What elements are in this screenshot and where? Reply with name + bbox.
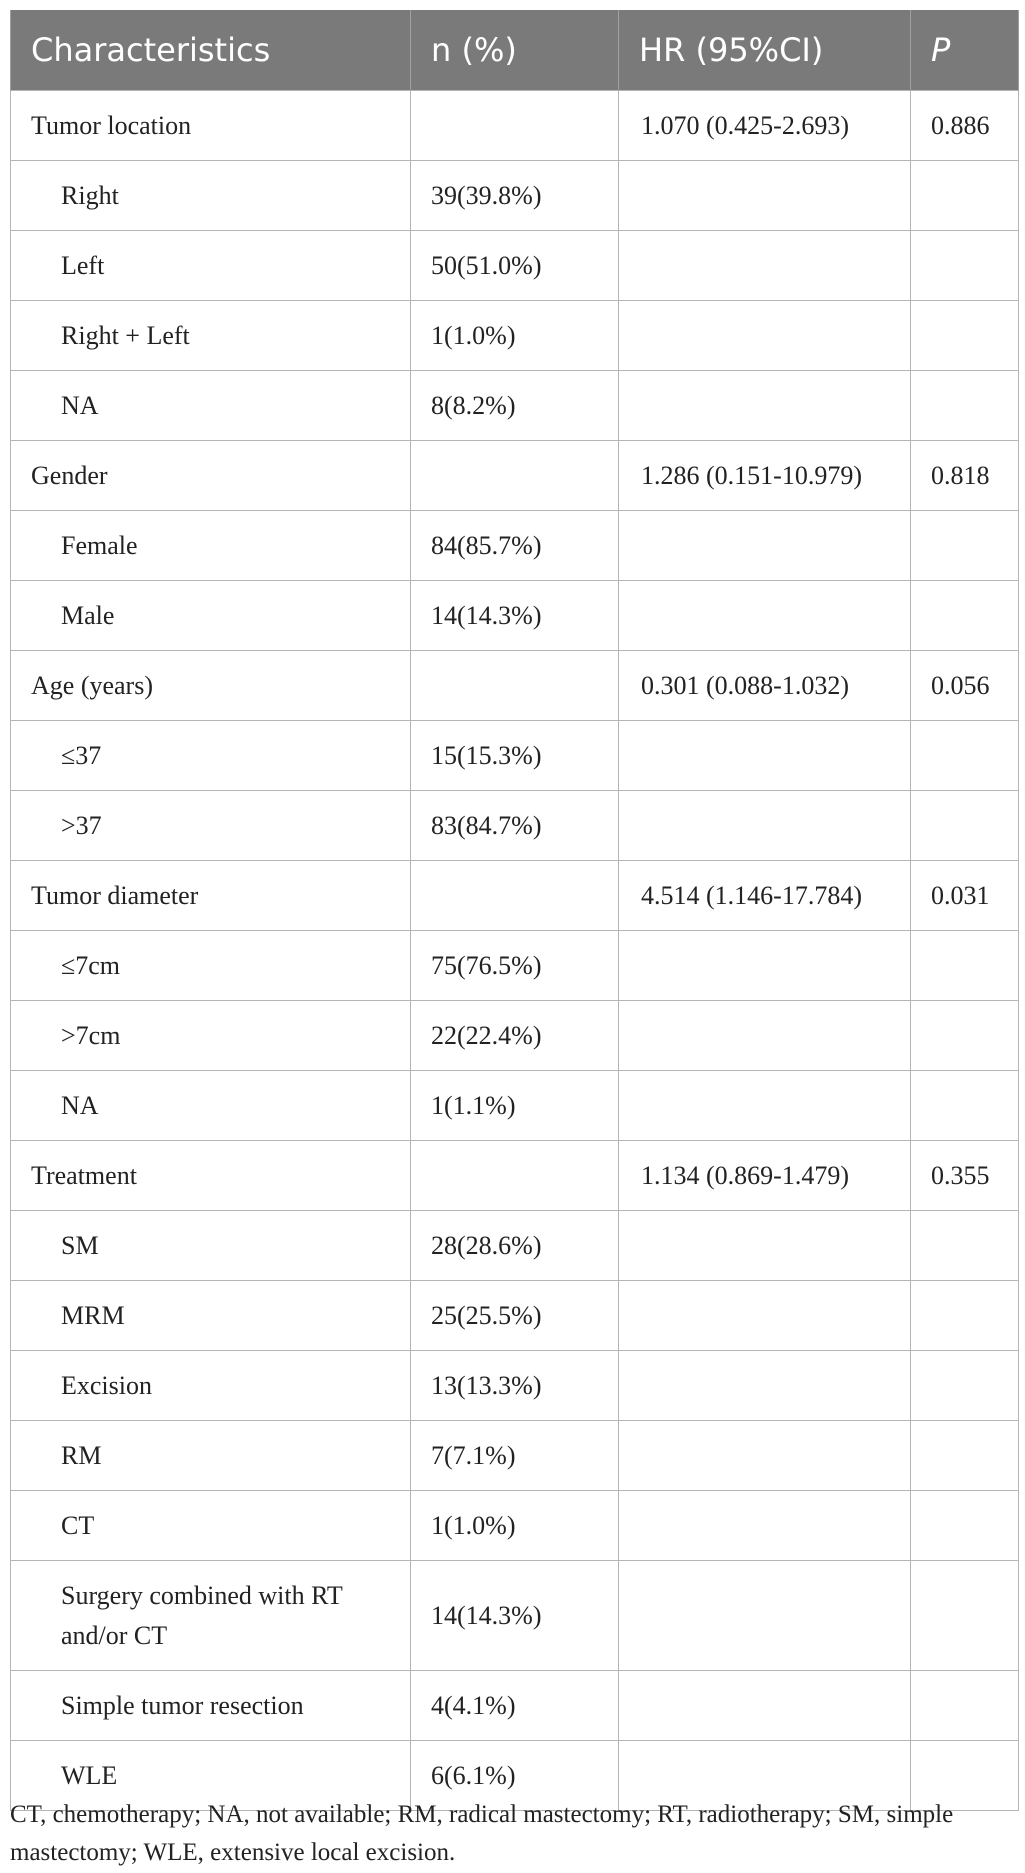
p-value-cell: 0.355 — [911, 1141, 1019, 1211]
table-row — [11, 1671, 1019, 1741]
n-percent-cell: 28(28.6%) — [411, 1211, 619, 1281]
characteristic-cell: NA — [11, 1071, 411, 1141]
table-row — [11, 1351, 1019, 1421]
characteristic-cell: Right — [11, 161, 411, 231]
p-value-cell — [911, 1281, 1019, 1351]
header-n-percent: n (%) — [411, 10, 619, 91]
hr-ci-cell — [619, 1671, 911, 1741]
hr-ci-cell — [619, 1491, 911, 1561]
n-percent-cell — [411, 651, 619, 721]
table-row — [11, 161, 1019, 231]
characteristic-cell: RM — [11, 1421, 411, 1491]
p-value-cell — [911, 581, 1019, 651]
p-value-cell — [911, 721, 1019, 791]
p-value-cell — [911, 1351, 1019, 1421]
n-percent-cell: 84(85.7%) — [411, 511, 619, 581]
n-percent-cell: 50(51.0%) — [411, 231, 619, 301]
p-value-cell — [911, 791, 1019, 861]
table-row — [11, 91, 1019, 161]
p-value-cell — [911, 1491, 1019, 1561]
hr-ci-cell: 1.286 (0.151-10.979) — [619, 441, 911, 511]
hr-ci-cell — [619, 511, 911, 581]
table-row — [11, 371, 1019, 441]
header-characteristics: Characteristics — [11, 10, 411, 91]
table-row — [11, 1141, 1019, 1211]
characteristic-cell: Surgery combined with RT and/or CT — [11, 1561, 411, 1671]
p-value-cell: 0.818 — [911, 441, 1019, 511]
characteristic-cell: Tumor diameter — [11, 861, 411, 931]
n-percent-cell — [411, 861, 619, 931]
hr-ci-cell — [619, 931, 911, 1001]
n-percent-cell: 22(22.4%) — [411, 1001, 619, 1071]
characteristic-cell: >37 — [11, 791, 411, 861]
n-percent-cell: 14(14.3%) — [411, 1561, 619, 1671]
table-footnote: CT, chemotherapy; NA, not available; RM, radical mastectomy; RT, radiotherapy; SM, simple mastectomy; WLE, extensive local excision. — [10, 1801, 954, 1866]
hr-ci-cell: 0.301 (0.088-1.032) — [619, 651, 911, 721]
characteristic-cell: WLE — [11, 1741, 411, 1811]
n-percent-cell: 25(25.5%) — [411, 1281, 619, 1351]
characteristic-cell: Male — [11, 581, 411, 651]
table-row — [11, 1001, 1019, 1071]
characteristic-cell: Treatment — [11, 1141, 411, 1211]
table-header-row — [11, 10, 1019, 91]
hr-ci-cell — [619, 1421, 911, 1491]
hr-ci-cell — [619, 1281, 911, 1351]
p-value-cell — [911, 1071, 1019, 1141]
p-value-cell — [911, 161, 1019, 231]
n-percent-cell: 83(84.7%) — [411, 791, 619, 861]
n-percent-cell: 1(1.0%) — [411, 301, 619, 371]
table-row — [11, 651, 1019, 721]
hr-ci-cell — [619, 1071, 911, 1141]
p-value-cell: 0.031 — [911, 861, 1019, 931]
p-value-cell — [911, 231, 1019, 301]
table-row — [11, 511, 1019, 581]
p-value-cell — [911, 931, 1019, 1001]
n-percent-cell — [411, 1141, 619, 1211]
characteristic-cell: MRM — [11, 1281, 411, 1351]
header-p-value: P — [911, 10, 1019, 91]
n-percent-cell: 6(6.1%) — [411, 1741, 619, 1811]
n-percent-cell: 1(1.0%) — [411, 1491, 619, 1561]
table-row — [11, 1421, 1019, 1491]
hr-ci-cell — [619, 581, 911, 651]
n-percent-cell: 14(14.3%) — [411, 581, 619, 651]
characteristic-cell: Tumor location — [11, 91, 411, 161]
table-row — [11, 931, 1019, 1001]
hr-ci-cell: 4.514 (1.146-17.784) — [619, 861, 911, 931]
table-row — [11, 301, 1019, 371]
hr-ci-cell: 1.134 (0.869-1.479) — [619, 1141, 911, 1211]
table-row — [11, 861, 1019, 931]
characteristic-cell: >7cm — [11, 1001, 411, 1071]
hr-ci-cell — [619, 1351, 911, 1421]
hr-ci-cell — [619, 791, 911, 861]
hr-ci-cell — [619, 721, 911, 791]
table-row — [11, 1281, 1019, 1351]
characteristic-cell: Age (years) — [11, 651, 411, 721]
hr-ci-cell — [619, 1211, 911, 1281]
hr-ci-cell — [619, 231, 911, 301]
characteristic-cell: Simple tumor resection — [11, 1671, 411, 1741]
p-value-cell — [911, 511, 1019, 581]
hr-ci-cell — [619, 371, 911, 441]
hr-ci-cell — [619, 301, 911, 371]
characteristic-cell: ≤37 — [11, 721, 411, 791]
n-percent-cell: 39(39.8%) — [411, 161, 619, 231]
n-percent-cell: 7(7.1%) — [411, 1421, 619, 1491]
p-value-cell: 0.056 — [911, 651, 1019, 721]
p-value-cell — [911, 301, 1019, 371]
table-row — [11, 721, 1019, 791]
hr-ci-cell — [619, 1001, 911, 1071]
n-percent-cell — [411, 441, 619, 511]
p-value-cell — [911, 1671, 1019, 1741]
p-value-cell — [911, 371, 1019, 441]
n-percent-cell: 4(4.1%) — [411, 1671, 619, 1741]
hr-ci-cell — [619, 161, 911, 231]
results-table — [10, 10, 1019, 1811]
hr-ci-cell: 1.070 (0.425-2.693) — [619, 91, 911, 161]
p-value-cell — [911, 1421, 1019, 1491]
characteristic-cell: NA — [11, 371, 411, 441]
n-percent-cell: 8(8.2%) — [411, 371, 619, 441]
table-row — [11, 231, 1019, 301]
characteristic-cell: SM — [11, 1211, 411, 1281]
n-percent-cell: 15(15.3%) — [411, 721, 619, 791]
table-row — [11, 441, 1019, 511]
p-value-cell — [911, 1561, 1019, 1671]
table-body — [11, 91, 1019, 1811]
characteristic-cell: Left — [11, 231, 411, 301]
characteristic-cell: Female — [11, 511, 411, 581]
n-percent-cell: 1(1.1%) — [411, 1071, 619, 1141]
p-value-cell — [911, 1211, 1019, 1281]
header-hr-ci: HR (95%CI) — [619, 10, 911, 91]
characteristic-cell: Right + Left — [11, 301, 411, 371]
characteristic-cell: CT — [11, 1491, 411, 1561]
table-row — [11, 581, 1019, 651]
results-table-container — [10, 10, 1018, 1811]
n-percent-cell: 13(13.3%) — [411, 1351, 619, 1421]
characteristic-cell: Gender — [11, 441, 411, 511]
p-value-cell: 0.886 — [911, 91, 1019, 161]
table-row — [11, 1071, 1019, 1141]
hr-ci-cell — [619, 1561, 911, 1671]
p-value-cell — [911, 1001, 1019, 1071]
table-row — [11, 1491, 1019, 1561]
characteristic-cell: ≤7cm — [11, 931, 411, 1001]
table-row — [11, 1211, 1019, 1281]
table-row — [11, 1561, 1019, 1671]
table-row — [11, 791, 1019, 861]
n-percent-cell: 75(76.5%) — [411, 931, 619, 1001]
characteristic-cell: Excision — [11, 1351, 411, 1421]
n-percent-cell — [411, 91, 619, 161]
